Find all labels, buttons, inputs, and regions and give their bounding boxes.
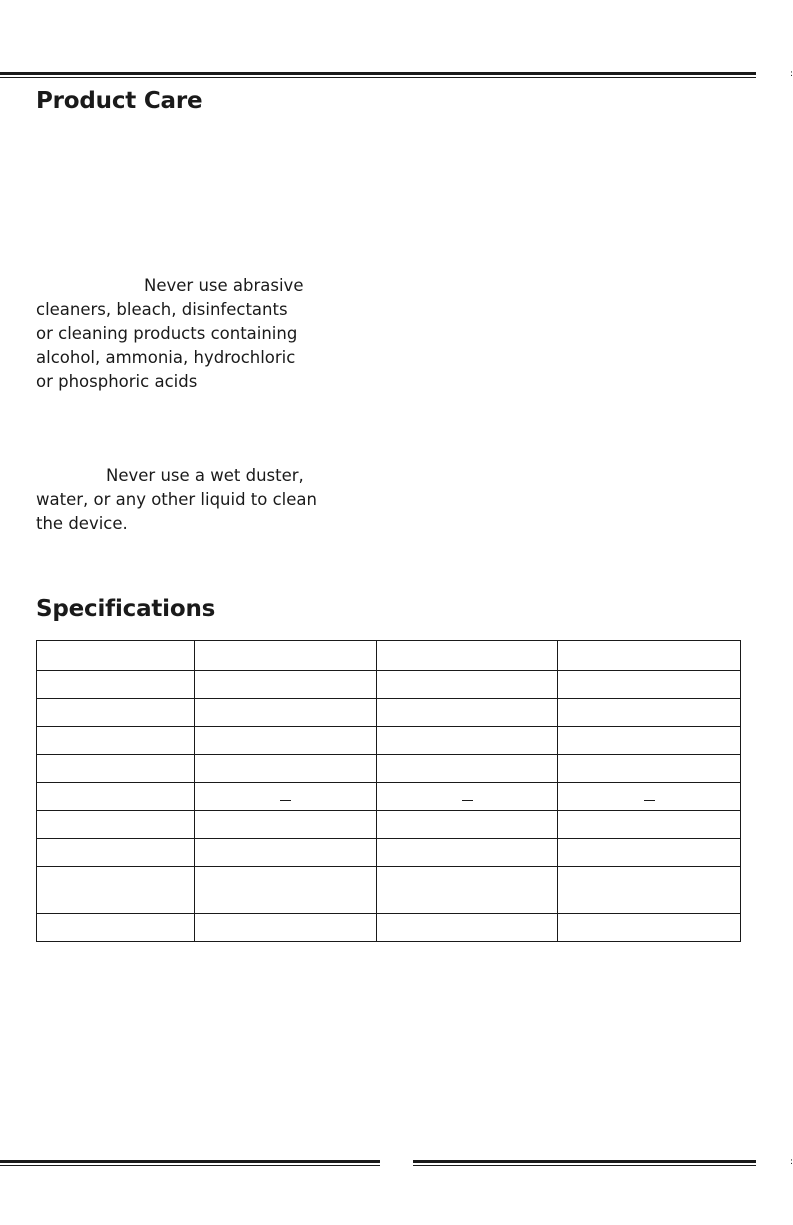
- warning-line: alcohol, ammonia, hydrochloric: [36, 348, 296, 367]
- warning-line: Never use a wet duster,: [106, 466, 304, 485]
- table-cell: [37, 755, 195, 783]
- table-cell: [195, 839, 377, 867]
- table-row: [37, 811, 741, 839]
- table-cell: [195, 783, 377, 811]
- table-cell: [558, 699, 741, 727]
- table-cell: [37, 914, 195, 942]
- table-cell: [195, 641, 377, 671]
- table-cell: [195, 671, 377, 699]
- liquid-warning: [36, 464, 317, 536]
- table-cell: [37, 699, 195, 727]
- table-cell: [195, 867, 377, 914]
- table-cell: [195, 699, 377, 727]
- table-cell: [558, 783, 741, 811]
- table-cell: [558, 641, 741, 671]
- table-cell: [558, 867, 741, 914]
- table-row: [37, 783, 741, 811]
- table-row: [37, 755, 741, 783]
- table-cell: [558, 727, 741, 755]
- table-cell: [377, 641, 558, 671]
- warning-line: water, or any other liquid to clean: [36, 490, 317, 509]
- specifications-heading: Specifications: [36, 596, 216, 622]
- table-cell: [195, 727, 377, 755]
- table-row: [37, 699, 741, 727]
- table-row: [37, 839, 741, 867]
- blank-underscore: [462, 800, 473, 801]
- footer-rule-right: [413, 1160, 756, 1166]
- blank-underscore: [644, 800, 655, 801]
- table-row: [37, 727, 741, 755]
- table-row: [37, 867, 741, 914]
- blank-underscore: [280, 800, 291, 801]
- page-edge-mark: :: [790, 69, 793, 79]
- table-cell: [558, 755, 741, 783]
- table-cell: [195, 755, 377, 783]
- warning-line: or cleaning products containing: [36, 324, 298, 343]
- table-cell: [377, 755, 558, 783]
- warning-line: Never use abrasive: [144, 276, 304, 295]
- table-cell: [37, 839, 195, 867]
- table-cell: [37, 811, 195, 839]
- cleaning-agents-warning: [36, 274, 303, 394]
- table-cell: [558, 839, 741, 867]
- table-cell: [558, 914, 741, 942]
- table-cell: [377, 783, 558, 811]
- table-cell: [37, 671, 195, 699]
- table-cell: [195, 914, 377, 942]
- table-cell: [37, 783, 195, 811]
- table-cell: [195, 811, 377, 839]
- table-cell: [377, 867, 558, 914]
- table-cell: [37, 727, 195, 755]
- table-cell: [377, 671, 558, 699]
- warning-line: cleaners, bleach, disinfectants: [36, 300, 288, 319]
- footer-rule-left: [0, 1160, 380, 1166]
- table-cell: [377, 727, 558, 755]
- table-cell: [37, 641, 195, 671]
- warning-line: or phosphoric acids: [36, 372, 198, 391]
- page-edge-mark: :: [790, 1157, 793, 1167]
- table-row: [37, 641, 741, 671]
- table-cell: [558, 671, 741, 699]
- table-cell: [377, 811, 558, 839]
- table-cell: [37, 867, 195, 914]
- table-cell: [377, 914, 558, 942]
- table-cell: [558, 811, 741, 839]
- header-rule: [0, 72, 756, 78]
- table-cell: [377, 839, 558, 867]
- table-row: [37, 671, 741, 699]
- product-care-heading: Product Care: [36, 88, 203, 114]
- warning-line: the device.: [36, 514, 128, 533]
- table-cell: [377, 699, 558, 727]
- specifications-table: [36, 640, 741, 942]
- table-row: [37, 914, 741, 942]
